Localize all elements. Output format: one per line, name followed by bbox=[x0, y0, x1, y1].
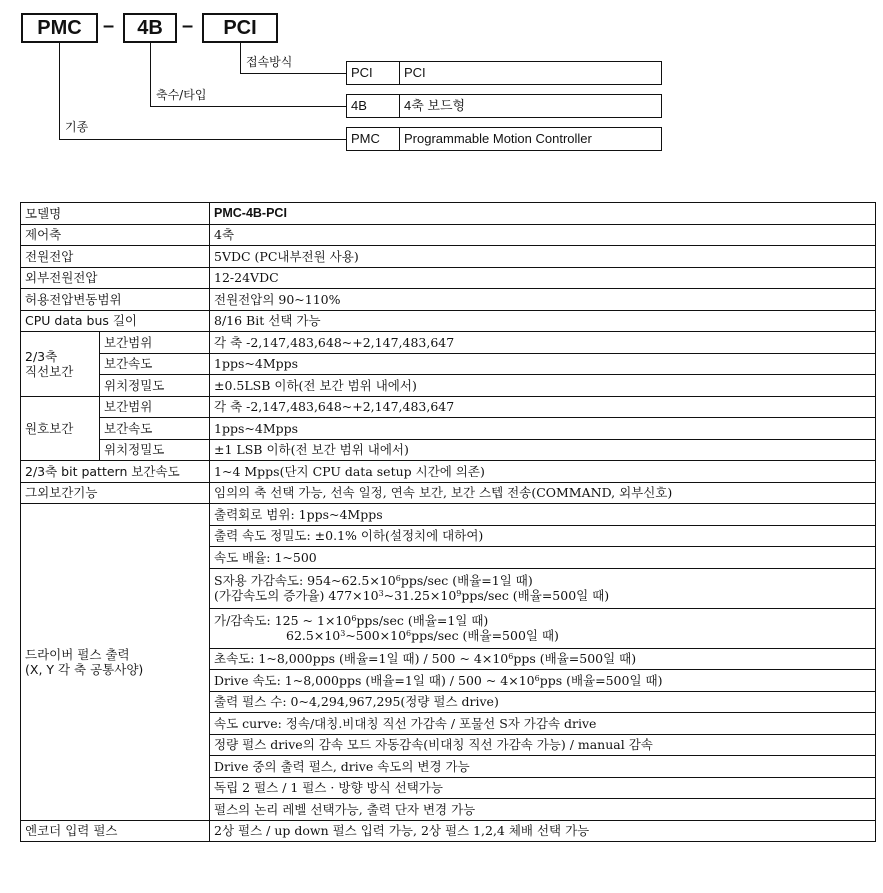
table-row bbox=[21, 375, 876, 397]
model-value: PMC-4B-PCI bbox=[210, 203, 876, 225]
table-row bbox=[21, 396, 876, 418]
spec-key: 모델명 bbox=[21, 203, 210, 225]
table-row bbox=[21, 246, 876, 268]
spec-key: 2/3축 bit pattern 보간속도 bbox=[21, 461, 210, 483]
table-row bbox=[21, 332, 876, 354]
table-row bbox=[21, 504, 876, 526]
label-axis: 축수/타입 bbox=[156, 88, 207, 102]
spec-value: 8/16 Bit 선택 가능 bbox=[210, 310, 876, 332]
spec-value: 2상 펄스 / up down 펄스 입력 가능, 2상 펄스 1,2,4 체배 선택 가능 bbox=[210, 820, 876, 842]
entry-desc: PCI bbox=[404, 65, 426, 80]
spec-subkey: 보간범위 bbox=[100, 396, 210, 418]
entry-desc: 4축 보드형 bbox=[404, 98, 466, 113]
spec-key: 외부전원전압 bbox=[21, 267, 210, 289]
table-row bbox=[21, 353, 876, 375]
code-box-series: PMC bbox=[21, 13, 98, 43]
spec-value: 5VDC (PC내부전원 사용) bbox=[210, 246, 876, 268]
spec-value: 가/감속도: 125 ~ $1\times 10^6pps/\sec$ (배율=1일 때) $62.5\times 10^3\sim 500\times 10^6pps/\sec$ (배율=500일 때) bbox=[210, 608, 876, 648]
spec-value: 출력회로 범위: 1pps~4Mpps bbox=[210, 504, 876, 526]
spec-key: 허용전압변동범위 bbox=[21, 289, 210, 311]
spec-key: 엔코더 입력 펄스 bbox=[21, 820, 210, 842]
spec-subkey: 보간범위 bbox=[100, 332, 210, 354]
spec-value: 각 축 -2,147,483,648~+2,147,483,647 bbox=[210, 332, 876, 354]
entry-series bbox=[346, 127, 662, 151]
spec-subkey: 위치정밀도 bbox=[100, 375, 210, 397]
spec-subkey: 보간속도 bbox=[100, 353, 210, 375]
label-connection: 접속방식 bbox=[246, 55, 293, 69]
spec-value: 1pps~4Mpps bbox=[210, 418, 876, 440]
table-row bbox=[21, 310, 876, 332]
spec-value: Drive 속도: 1~8,000pps (배율=1일 때) / 500 ~ $4\times 10^6pps$ (배율=500일 때) bbox=[210, 670, 876, 692]
spec-value: 초속도: 1~8,000pps (배율=1일 때) / 500 ~ $4\times 10^6pps$ (배율=500일 때) bbox=[210, 648, 876, 670]
table-row bbox=[21, 439, 876, 461]
spec-value: S자용 가감속도: $954\sim 62.5\times 10^6pps/\sec$ (배율=1일 때) (가감속도의 증가율) $477\times 10^3\sim 31.25\times 10^9pps/\sec$ (배율=500일 때) bbox=[210, 568, 876, 608]
spec-table bbox=[20, 202, 876, 842]
spec-subkey: 위치정밀도 bbox=[100, 439, 210, 461]
spec-value: 1pps~4Mpps bbox=[210, 353, 876, 375]
spec-value: 임의의 축 선택 가능, 선속 일정, 연속 보간, 보간 스텝 전송(COMMAND, 외부신호) bbox=[210, 482, 876, 504]
code-box-axis: 4B bbox=[123, 13, 177, 43]
spec-value: ±1 LSB 이하(전 보간 범위 내에서) bbox=[210, 439, 876, 461]
spec-value: 각 축 -2,147,483,648~+2,147,483,647 bbox=[210, 396, 876, 418]
code-separator: – bbox=[182, 15, 194, 37]
group-driver bbox=[21, 504, 210, 821]
spec-value: 출력 속도 정밀도: ±0.1% 이하(설정치에 대하여) bbox=[210, 525, 876, 547]
table-row bbox=[21, 224, 876, 246]
spec-value: 전원전압의 90~110% bbox=[210, 289, 876, 311]
spec-key: CPU data bus 길이 bbox=[21, 310, 210, 332]
label-base: 기종 bbox=[65, 120, 89, 134]
entry-code: PMC bbox=[347, 128, 400, 150]
entry-desc: Programmable Motion Controller bbox=[404, 131, 592, 146]
spec-value: 4축 bbox=[210, 224, 876, 246]
spec-value: ±0.5LSB 이하(전 보간 범위 내에서) bbox=[210, 375, 876, 397]
spec-value: 정량 펄스 drive의 감속 모드 자동감속(비대칭 직선 가감속 가능) / manual 감속 bbox=[210, 734, 876, 756]
table-row bbox=[21, 820, 876, 842]
spec-value: Drive 중의 출력 펄스, drive 속도의 변경 가능 bbox=[210, 756, 876, 778]
table-row bbox=[21, 482, 876, 504]
spec-value: 출력 펄스 수: 0~4,294,967,295(정량 펄스 drive) bbox=[210, 691, 876, 713]
spec-key: 그외보간기능 bbox=[21, 482, 210, 504]
table-row bbox=[21, 289, 876, 311]
spec-value: 독립 2 펄스 / 1 펄스 · 방향 방식 선택가능 bbox=[210, 777, 876, 799]
table-row bbox=[21, 203, 876, 225]
spec-value: 펄스의 논리 레벨 선택가능, 출력 단자 변경 가능 bbox=[210, 799, 876, 821]
entry-axis bbox=[346, 94, 662, 118]
entry-code: 4B bbox=[347, 95, 400, 117]
spec-subkey: 보간속도 bbox=[100, 418, 210, 440]
spec-value: 속도 배율: 1~500 bbox=[210, 547, 876, 569]
table-row bbox=[21, 461, 876, 483]
entry-code: PCI bbox=[347, 62, 400, 84]
group-driver-line1: 드라이버 펄스 출력 bbox=[25, 646, 130, 662]
table-row bbox=[21, 418, 876, 440]
spec-value: 속도 curve: 정속/대칭.비대칭 직선 가감속 / 포물선 S자 가감속 drive bbox=[210, 713, 876, 735]
spec-key: 전원전압 bbox=[21, 246, 210, 268]
group-driver-line2: (X, Y 각 축 공통사양) bbox=[25, 661, 144, 677]
spec-value: 1~4 Mpps(단지 CPU data setup 시간에 의존) bbox=[210, 461, 876, 483]
code-box-connection: PCI bbox=[202, 13, 278, 43]
entry-connection bbox=[346, 61, 662, 85]
group-circular: 원호보간 bbox=[21, 396, 100, 461]
table-row bbox=[21, 267, 876, 289]
spec-key: 제어축 bbox=[21, 224, 210, 246]
spec-value: 12-24VDC bbox=[210, 267, 876, 289]
code-separator: – bbox=[103, 15, 115, 37]
group-linear: 2/3축 직선보간 bbox=[21, 332, 100, 397]
